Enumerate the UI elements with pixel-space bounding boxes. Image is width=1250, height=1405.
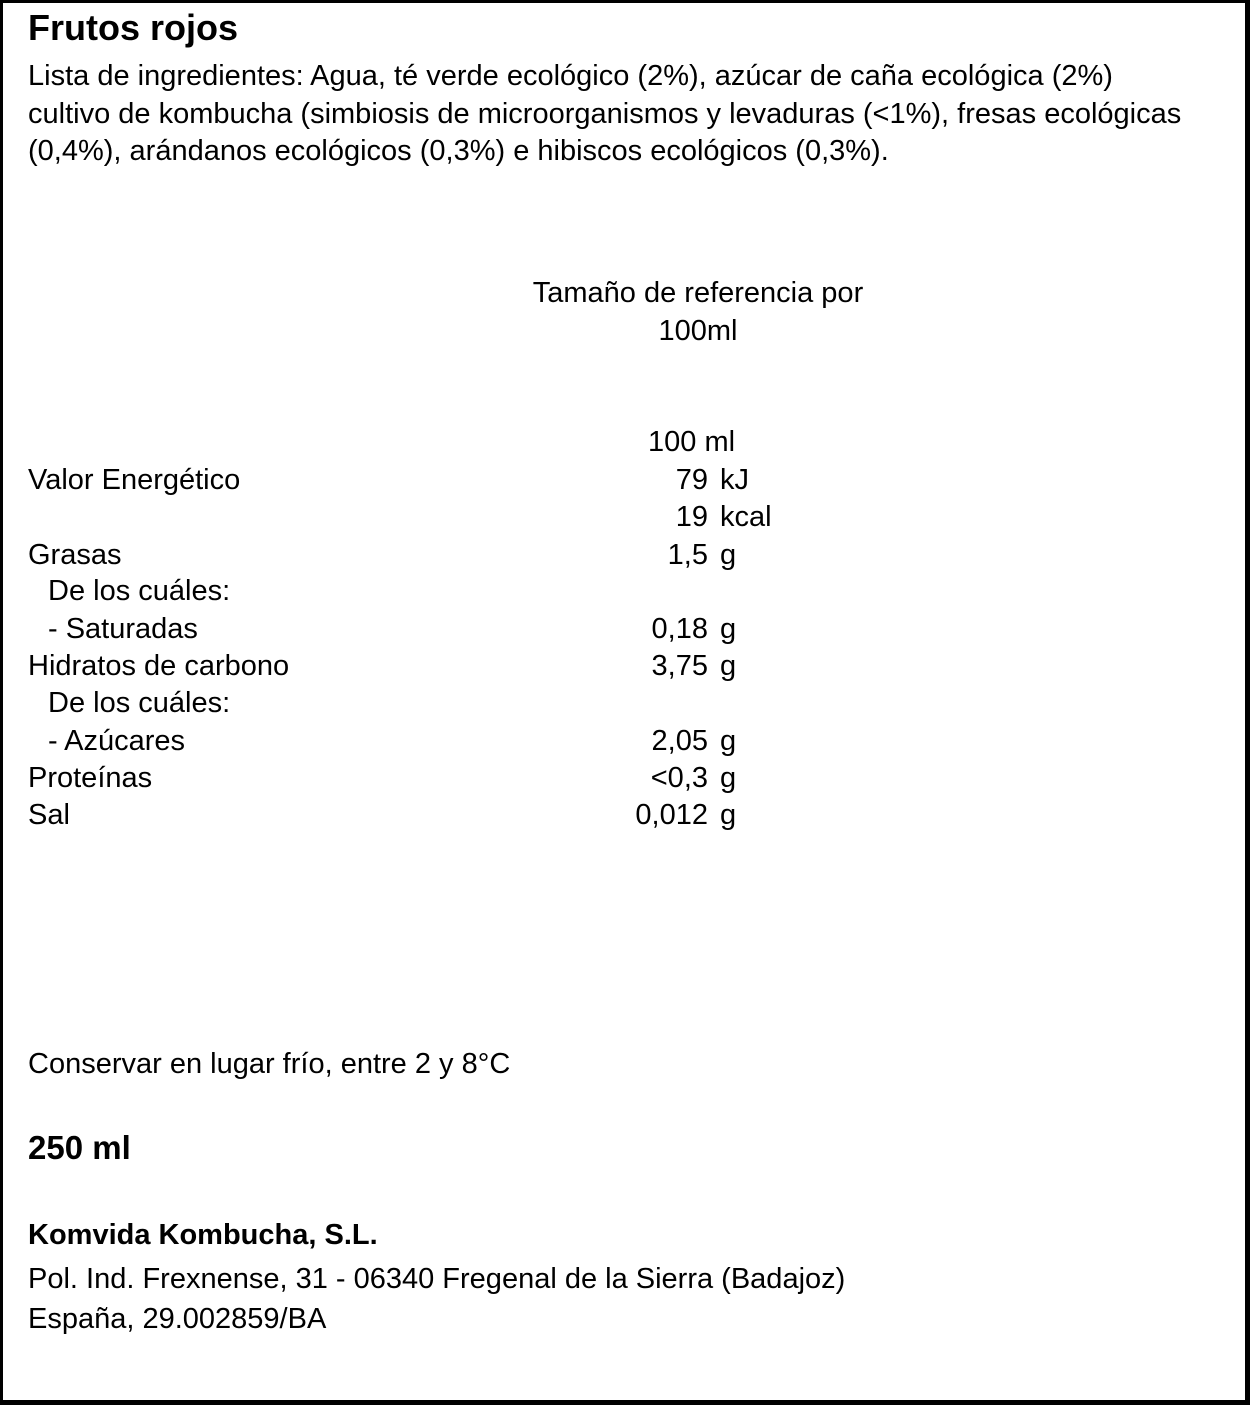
- fat-label: Grasas: [28, 539, 122, 571]
- fat-of-which-label: De los cuáles:: [48, 575, 231, 607]
- protein-value: <0,3: [650, 762, 708, 794]
- protein-unit: g: [720, 762, 737, 794]
- carbs-label: Hidratos de carbono: [28, 650, 290, 682]
- salt-label: Sal: [28, 799, 70, 831]
- nutrition-column-header: 100 ml: [648, 426, 736, 458]
- carbs-of-which-label: De los cuáles:: [48, 687, 231, 719]
- product-title: Frutos rojos: [28, 7, 239, 48]
- manufacturer-country-registry: España, 29.002859/BA: [28, 1303, 327, 1335]
- energy-kj-value: 79: [675, 464, 708, 496]
- fat-unit: g: [720, 539, 737, 571]
- saturated-unit: g: [720, 613, 737, 645]
- protein-label: Proteínas: [28, 762, 153, 794]
- fat-value: 1,5: [667, 539, 708, 571]
- energy-label: Valor Energético: [28, 464, 241, 496]
- sugars-unit: g: [720, 725, 737, 757]
- energy-kcal-value: 19: [675, 501, 708, 533]
- salt-value: 0,012: [635, 799, 708, 831]
- reference-size-line1: Tamaño de referencia por: [532, 277, 864, 309]
- reference-size-line2: 100ml: [658, 315, 738, 347]
- energy-kj-unit: kJ: [720, 464, 749, 496]
- manufacturer-name: Komvida Kombucha, S.L.: [28, 1219, 378, 1251]
- net-volume: 250 ml: [28, 1129, 131, 1166]
- carbs-unit: g: [720, 650, 737, 682]
- carbs-value: 3,75: [651, 650, 708, 682]
- salt-unit: g: [720, 799, 737, 831]
- storage-instructions: Conservar en lugar frío, entre 2 y 8°C: [28, 1048, 511, 1080]
- energy-kcal-unit: kcal: [720, 501, 772, 533]
- sugars-label: - Azúcares: [48, 725, 185, 757]
- ingredients-list: Lista de ingredientes: Agua, té verde ecológico (2%), azúcar de caña ecológica (2%) cultivo de kombucha (simbiosis de microorganismos y levaduras (<1%), fresas ecológicas (0,4%), arándanos ecológicos (0,3%) e hibiscos ecológicos (0,3%).: [28, 60, 1182, 167]
- saturated-label: - Saturadas: [48, 613, 198, 645]
- saturated-value: 0,18: [651, 613, 708, 645]
- sugars-value: 2,05: [651, 725, 708, 757]
- manufacturer-address: Pol. Ind. Frexnense, 31 - 06340 Fregenal de la Sierra (Badajoz): [28, 1263, 846, 1295]
